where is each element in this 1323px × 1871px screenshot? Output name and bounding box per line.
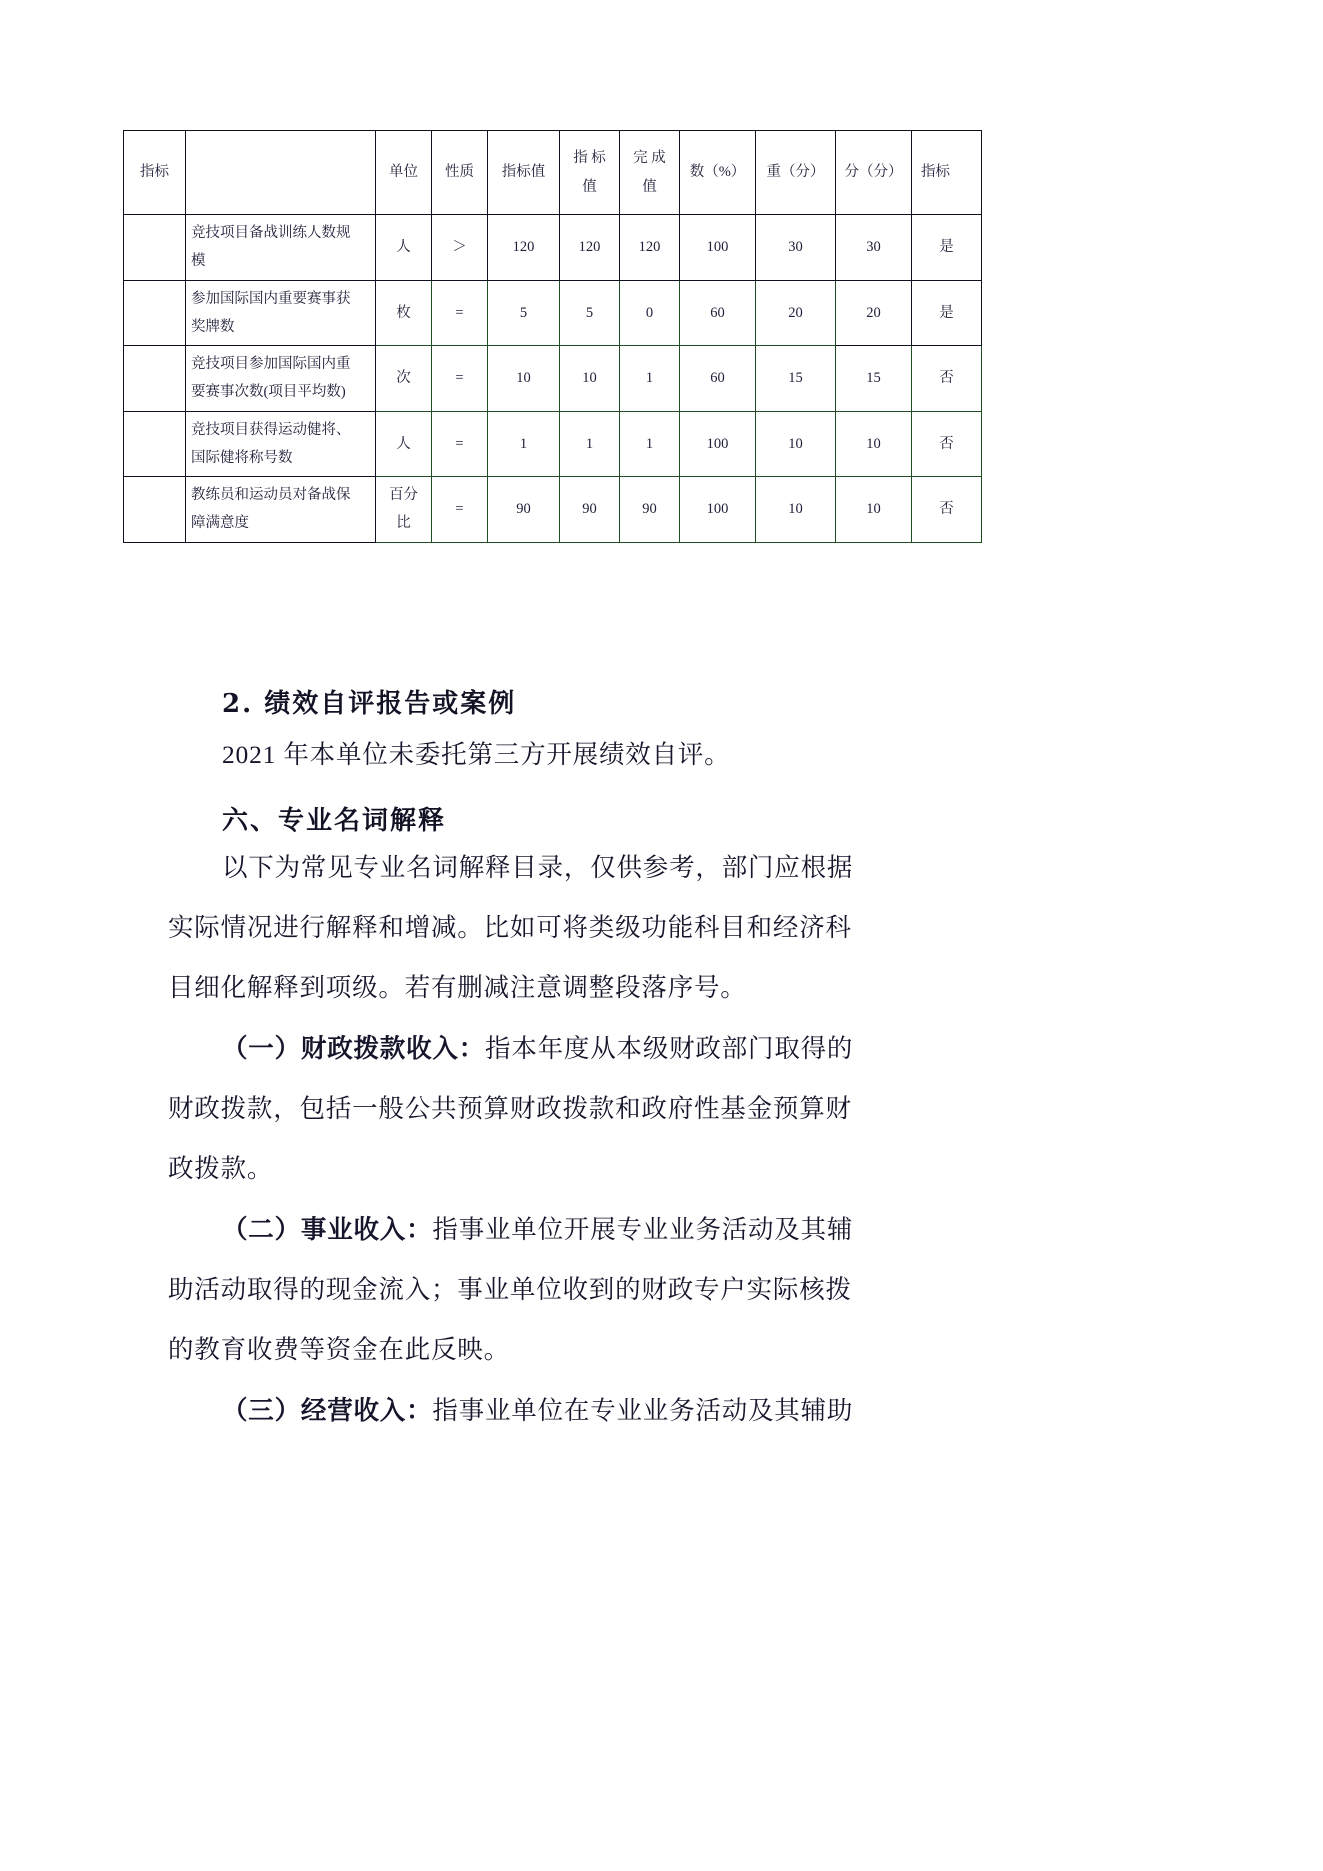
row-4-name: [186, 411, 376, 477]
header-indicator-value: [560, 131, 620, 215]
header-indicator-value-line1: 指 标: [573, 150, 606, 167]
row-2-complete-value: 0: [620, 280, 680, 346]
row-3-indicator-value: 10: [560, 346, 620, 412]
term-item-2-line-3: 的教育收费等资金在此反映。: [168, 1335, 510, 1364]
term-item-1-text: 指本年度从本级财政部门取得的: [485, 1034, 854, 1063]
row-2-is-indicator: 是: [912, 280, 982, 346]
row-3-rate: 60: [680, 346, 756, 412]
row-5-rate: 100: [680, 477, 756, 543]
header-name-blank: [186, 131, 376, 215]
header-score: 分（分）: [836, 131, 912, 215]
row-2-indicator-value: 5: [560, 280, 620, 346]
term-item-1-line-1: [222, 1036, 853, 1062]
row-2-target-value: 5: [488, 280, 560, 346]
heading-terminology: 六、专业名词解释: [222, 806, 447, 836]
header-target-value: 指标值: [488, 131, 560, 215]
row-1-name-line2: 模: [191, 253, 206, 270]
term-item-1-label: （一）财政拨款收入：: [222, 1034, 486, 1063]
term-item-3-label: （三）经营收入：: [222, 1396, 433, 1425]
row-5-score: 10: [836, 477, 912, 543]
row-3-is-indicator: 否: [912, 346, 982, 412]
row-4-name-line2: 国际健将称号数: [191, 449, 293, 466]
row-5-name-line2: 障满意度: [191, 515, 249, 532]
row-3-score: 15: [836, 346, 912, 412]
row-1-unit: 人: [376, 215, 432, 281]
term-item-2-label: （二）事业收入：: [222, 1215, 433, 1244]
row-spine-5: [124, 477, 186, 543]
header-complete-value-line2: 值: [642, 178, 657, 195]
row-4-rate: 100: [680, 411, 756, 477]
row-5-weight: 10: [756, 477, 836, 543]
row-4-indicator-value: 1: [560, 411, 620, 477]
row-2-unit: 枚: [376, 280, 432, 346]
table-row: [124, 411, 982, 477]
row-1-name: [186, 215, 376, 281]
row-5-target-value: 90: [488, 477, 560, 543]
row-3-weight: 15: [756, 346, 836, 412]
table-row: [124, 215, 982, 281]
term-item-3-line-1: [222, 1398, 853, 1424]
paragraph-self-evaluation: 2021 年本单位未委托第三方开展绩效自评。: [222, 740, 731, 769]
row-1-rate: 100: [680, 215, 756, 281]
row-1-score: 30: [836, 215, 912, 281]
header-nature: 性质: [432, 131, 488, 215]
table-header-row: [124, 131, 982, 215]
row-2-nature: =: [432, 280, 488, 346]
paragraph-terms-line-3: 目细化解释到项级。若有删减注意调整段落序号。: [168, 973, 747, 1002]
row-1-target-value: 120: [488, 215, 560, 281]
row-5-name-line1: 教练员和运动员对备战保: [191, 487, 351, 504]
row-2-name-line2: 奖牌数: [191, 318, 235, 335]
row-1-name-line1: 竞技项目备战训练人数规: [191, 225, 351, 241]
row-2-rate: 60: [680, 280, 756, 346]
row-2-score: 20: [836, 280, 912, 346]
row-2-weight: 20: [756, 280, 836, 346]
row-3-name-line1: 竞技项目参加国际国内重: [191, 356, 351, 373]
header-indicator-value-line2: 值: [582, 178, 597, 195]
table-row: [124, 280, 982, 346]
row-5-indicator-value: 90: [560, 477, 620, 543]
term-item-1-line-2: 财政拨款，包括一般公共预算财政拨款和政府性基金预算财: [168, 1094, 852, 1123]
header-unit: 单位: [376, 131, 432, 215]
row-3-target-value: 10: [488, 346, 560, 412]
row-4-target-value: 1: [488, 411, 560, 477]
row-4-unit: 人: [376, 411, 432, 477]
row-3-name-line2: 要赛事次数(项目平均数): [191, 384, 346, 401]
row-4-name-line1: 竞技项目获得运动健将、: [191, 421, 351, 438]
term-item-2-line-2: 助活动取得的现金流入；事业单位收到的财政专户实际核拨: [168, 1275, 852, 1304]
row-5-unit-line1: 百分: [389, 487, 418, 504]
row-spine-1: [124, 215, 186, 281]
row-4-score: 10: [836, 411, 912, 477]
row-spine-2: [124, 280, 186, 346]
row-spine-4: [124, 411, 186, 477]
row-5-unit: [376, 477, 432, 543]
header-complete-value-line1: 完 成: [633, 150, 666, 167]
term-item-1-line-3: 政拨款。: [168, 1154, 274, 1183]
row-1-complete-value: 120: [620, 215, 680, 281]
table-row: [124, 477, 982, 543]
paragraph-terms-line-2: 实际情况进行解释和增减。比如可将类级功能科目和经济科: [168, 913, 852, 942]
term-item-2-line-1: [222, 1217, 853, 1243]
row-4-is-indicator: 否: [912, 411, 982, 477]
row-2-name: [186, 280, 376, 346]
heading-self-evaluation: 2. 绩效自评报告或案例: [222, 689, 517, 719]
row-spine-3: [124, 346, 186, 412]
row-3-nature: =: [432, 346, 488, 412]
row-3-unit: 次: [376, 346, 432, 412]
row-4-complete-value: 1: [620, 411, 680, 477]
row-4-nature: =: [432, 411, 488, 477]
header-rate: 数（%）: [680, 131, 756, 215]
paragraph-terms-line-1: 以下为常见专业名词解释目录，仅供参考，部门应根据: [222, 853, 854, 882]
row-5-name: [186, 477, 376, 543]
row-1-is-indicator: 是: [912, 215, 982, 281]
row-5-unit-line2: 比: [396, 515, 411, 532]
header-spine-label: 指标: [124, 131, 186, 215]
row-1-indicator-value: 120: [560, 215, 620, 281]
row-2-name-line1: 参加国际国内重要赛事获: [191, 290, 351, 307]
row-1-weight: 30: [756, 215, 836, 281]
row-3-name: [186, 346, 376, 412]
row-1-nature: ＞: [432, 215, 488, 281]
header-complete-value: [620, 131, 680, 215]
header-weight: 重（分）: [756, 131, 836, 215]
row-4-weight: 10: [756, 411, 836, 477]
header-is-indicator: 指标: [912, 131, 982, 215]
term-item-2-text: 指事业单位开展专业业务活动及其辅: [432, 1215, 854, 1244]
table-row: [124, 346, 982, 412]
row-3-complete-value: 1: [620, 346, 680, 412]
term-item-3-text: 指事业单位在专业业务活动及其辅助: [432, 1396, 854, 1425]
performance-indicator-table: [123, 130, 981, 543]
row-5-is-indicator: 否: [912, 477, 982, 543]
row-5-nature: =: [432, 477, 488, 543]
row-5-complete-value: 90: [620, 477, 680, 543]
